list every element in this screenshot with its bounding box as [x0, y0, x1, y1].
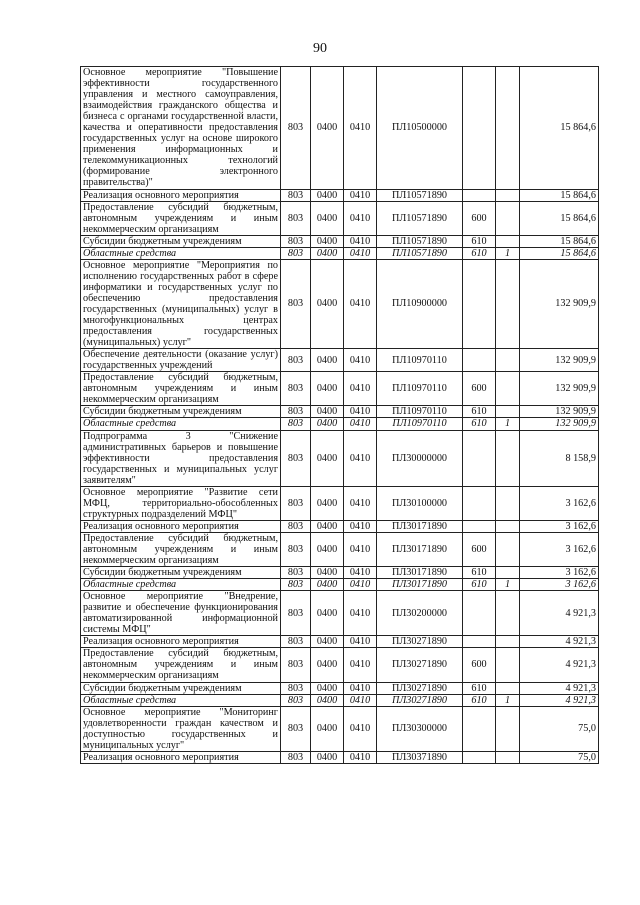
subsection-code-cell: 0410	[344, 67, 377, 190]
table-row	[81, 67, 599, 190]
row-name-cell: Основное мероприятие "Мониторинг удовлетворенности граждан качеством и доступностью государственных и муниципальных услуг"	[81, 706, 281, 751]
table-row	[81, 648, 599, 682]
amount-cell: 75,0	[520, 706, 599, 751]
subsection-code-cell: 0410	[344, 567, 377, 579]
subsection-code-cell: 0410	[344, 372, 377, 406]
expense-type-code-cell: 610	[463, 247, 496, 259]
subsection-code-cell: 0410	[344, 430, 377, 486]
row-name-cell: Реализация основного мероприятия	[81, 636, 281, 648]
grbs-code-cell: 803	[281, 430, 311, 486]
expense-type-code-cell	[463, 189, 496, 201]
expense-type-code-cell	[463, 751, 496, 763]
section-code-cell: 0400	[311, 520, 344, 532]
target-item-code-cell: ПЛ10571890	[377, 247, 463, 259]
subsection-code-cell: 0410	[344, 532, 377, 566]
subsection-code-cell: 0410	[344, 406, 377, 418]
subsection-code-cell: 0410	[344, 235, 377, 247]
table-row	[81, 520, 599, 532]
funding-source-code-cell	[496, 430, 520, 486]
expense-type-code-cell: 600	[463, 372, 496, 406]
table-row	[81, 259, 599, 348]
row-name-cell: Реализация основного мероприятия	[81, 520, 281, 532]
amount-cell: 132 909,9	[520, 372, 599, 406]
subsection-code-cell: 0410	[344, 694, 377, 706]
table-row	[81, 591, 599, 636]
table-row	[81, 567, 599, 579]
subsection-code-cell: 0410	[344, 682, 377, 694]
funding-source-code-cell	[496, 372, 520, 406]
funding-source-code-cell	[496, 636, 520, 648]
grbs-code-cell: 803	[281, 694, 311, 706]
amount-cell: 75,0	[520, 751, 599, 763]
subsection-code-cell: 0410	[344, 751, 377, 763]
amount-cell: 4 921,3	[520, 591, 599, 636]
section-code-cell: 0400	[311, 567, 344, 579]
target-item-code-cell: ПЛ30100000	[377, 486, 463, 520]
row-name-cell: Субсидии бюджетным учреждениям	[81, 682, 281, 694]
target-item-code-cell: ПЛ30171890	[377, 567, 463, 579]
amount-cell: 15 864,6	[520, 235, 599, 247]
table-row	[81, 532, 599, 566]
expense-type-code-cell: 600	[463, 532, 496, 566]
funding-source-code-cell	[496, 706, 520, 751]
section-code-cell: 0400	[311, 259, 344, 348]
section-code-cell: 0400	[311, 579, 344, 591]
section-code-cell: 0400	[311, 636, 344, 648]
row-name-cell: Обеспечение деятельности (оказание услуг) государственных учреждений	[81, 349, 281, 372]
section-code-cell: 0400	[311, 694, 344, 706]
funding-source-code-cell	[496, 259, 520, 348]
amount-cell: 3 162,6	[520, 532, 599, 566]
funding-source-code-cell: 1	[496, 418, 520, 430]
grbs-code-cell: 803	[281, 706, 311, 751]
amount-cell: 3 162,6	[520, 567, 599, 579]
row-name-cell: Основное мероприятие "Повышение эффективности государственного управления и местного самоуправления, взаимодействия гражданского общества и бизнеса с органами государственной власти, качества и оперативности предоставления государственных услуг на основе широкого применения информационных и телекоммуникационных технологий (формирование электронного правительства)"	[81, 67, 281, 190]
section-code-cell: 0400	[311, 682, 344, 694]
table-row	[81, 430, 599, 486]
expense-type-code-cell: 600	[463, 201, 496, 235]
amount-cell: 15 864,6	[520, 247, 599, 259]
expense-type-code-cell	[463, 486, 496, 520]
funding-source-code-cell	[496, 235, 520, 247]
amount-cell: 15 864,6	[520, 189, 599, 201]
row-name-cell: Областные средства	[81, 247, 281, 259]
table-row	[81, 189, 599, 201]
grbs-code-cell: 803	[281, 372, 311, 406]
grbs-code-cell: 803	[281, 349, 311, 372]
funding-source-code-cell	[496, 189, 520, 201]
row-name-cell: Предоставление субсидий бюджетным, автономным учреждениям и иным некоммерческим организациям	[81, 532, 281, 566]
subsection-code-cell: 0410	[344, 418, 377, 430]
funding-source-code-cell	[496, 591, 520, 636]
row-name-cell: Областные средства	[81, 418, 281, 430]
amount-cell: 8 158,9	[520, 430, 599, 486]
table-row	[81, 201, 599, 235]
grbs-code-cell: 803	[281, 648, 311, 682]
funding-source-code-cell	[496, 520, 520, 532]
row-name-cell: Субсидии бюджетным учреждениям	[81, 406, 281, 418]
row-name-cell: Предоставление субсидий бюджетным, автономным учреждениям и иным некоммерческим организациям	[81, 648, 281, 682]
subsection-code-cell: 0410	[344, 349, 377, 372]
amount-cell: 4 921,3	[520, 694, 599, 706]
target-item-code-cell: ПЛ30271890	[377, 694, 463, 706]
grbs-code-cell: 803	[281, 67, 311, 190]
grbs-code-cell: 803	[281, 636, 311, 648]
amount-cell: 3 162,6	[520, 579, 599, 591]
amount-cell: 132 909,9	[520, 259, 599, 348]
subsection-code-cell: 0410	[344, 579, 377, 591]
section-code-cell: 0400	[311, 430, 344, 486]
grbs-code-cell: 803	[281, 591, 311, 636]
amount-cell: 132 909,9	[520, 349, 599, 372]
table-row	[81, 636, 599, 648]
funding-source-code-cell	[496, 201, 520, 235]
amount-cell: 3 162,6	[520, 520, 599, 532]
grbs-code-cell: 803	[281, 532, 311, 566]
table-row	[81, 682, 599, 694]
section-code-cell: 0400	[311, 235, 344, 247]
table-row	[81, 751, 599, 763]
table-row	[81, 349, 599, 372]
subsection-code-cell: 0410	[344, 591, 377, 636]
page-number: 90	[313, 41, 327, 56]
expense-type-code-cell	[463, 349, 496, 372]
table-row	[81, 486, 599, 520]
target-item-code-cell: ПЛ10571890	[377, 201, 463, 235]
row-name-cell: Субсидии бюджетным учреждениям	[81, 567, 281, 579]
funding-source-code-cell: 1	[496, 694, 520, 706]
budget-table-body	[81, 67, 599, 764]
expense-type-code-cell: 610	[463, 567, 496, 579]
amount-cell: 3 162,6	[520, 486, 599, 520]
funding-source-code-cell	[496, 751, 520, 763]
expense-type-code-cell: 610	[463, 579, 496, 591]
table-row	[81, 694, 599, 706]
funding-source-code-cell: 1	[496, 247, 520, 259]
expense-type-code-cell: 610	[463, 682, 496, 694]
row-name-cell: Реализация основного мероприятия	[81, 751, 281, 763]
table-row	[81, 706, 599, 751]
funding-source-code-cell	[496, 67, 520, 190]
budget-table	[80, 66, 599, 764]
expense-type-code-cell	[463, 67, 496, 190]
expense-type-code-cell: 610	[463, 406, 496, 418]
expense-type-code-cell: 600	[463, 648, 496, 682]
row-name-cell: Реализация основного мероприятия	[81, 189, 281, 201]
section-code-cell: 0400	[311, 751, 344, 763]
grbs-code-cell: 803	[281, 579, 311, 591]
target-item-code-cell: ПЛ10571890	[377, 235, 463, 247]
expense-type-code-cell: 610	[463, 694, 496, 706]
table-row	[81, 372, 599, 406]
row-name-cell: Основное мероприятие "Мероприятия по исполнению государственных работ в сфере информатики и государственных услуг по обеспечению предоставления государственных (муниципальных) услуг в многофункциональных центрах предоставления государственных (муниципальных) услуг"	[81, 259, 281, 348]
table-row	[81, 406, 599, 418]
amount-cell: 132 909,9	[520, 418, 599, 430]
target-item-code-cell: ПЛ10900000	[377, 259, 463, 348]
subsection-code-cell: 0410	[344, 648, 377, 682]
row-name-cell: Основное мероприятие "Внедрение, развитие и обеспечение функционирования автоматизированной информационной системы МФЦ"	[81, 591, 281, 636]
grbs-code-cell: 803	[281, 259, 311, 348]
subsection-code-cell: 0410	[344, 636, 377, 648]
expense-type-code-cell	[463, 636, 496, 648]
funding-source-code-cell	[496, 682, 520, 694]
expense-type-code-cell: 610	[463, 235, 496, 247]
funding-source-code-cell	[496, 349, 520, 372]
grbs-code-cell: 803	[281, 406, 311, 418]
grbs-code-cell: 803	[281, 520, 311, 532]
amount-cell: 4 921,3	[520, 682, 599, 694]
expense-type-code-cell	[463, 591, 496, 636]
table-row	[81, 579, 599, 591]
section-code-cell: 0400	[311, 201, 344, 235]
subsection-code-cell: 0410	[344, 486, 377, 520]
target-item-code-cell: ПЛ10571890	[377, 189, 463, 201]
table-row	[81, 247, 599, 259]
amount-cell: 132 909,9	[520, 406, 599, 418]
funding-source-code-cell: 1	[496, 579, 520, 591]
target-item-code-cell: ПЛ10970110	[377, 349, 463, 372]
target-item-code-cell: ПЛ30271890	[377, 682, 463, 694]
grbs-code-cell: 803	[281, 418, 311, 430]
amount-cell: 15 864,6	[520, 67, 599, 190]
row-name-cell: Областные средства	[81, 579, 281, 591]
grbs-code-cell: 803	[281, 567, 311, 579]
target-item-code-cell: ПЛ30000000	[377, 430, 463, 486]
target-item-code-cell: ПЛ10970110	[377, 418, 463, 430]
target-item-code-cell: ПЛ30171890	[377, 579, 463, 591]
table-row	[81, 418, 599, 430]
subsection-code-cell: 0410	[344, 520, 377, 532]
grbs-code-cell: 803	[281, 235, 311, 247]
subsection-code-cell: 0410	[344, 259, 377, 348]
grbs-code-cell: 803	[281, 751, 311, 763]
row-name-cell: Областные средства	[81, 694, 281, 706]
section-code-cell: 0400	[311, 418, 344, 430]
expense-type-code-cell	[463, 520, 496, 532]
table-row	[81, 235, 599, 247]
section-code-cell: 0400	[311, 706, 344, 751]
row-name-cell: Субсидии бюджетным учреждениям	[81, 235, 281, 247]
row-name-cell: Предоставление субсидий бюджетным, автономным учреждениям и иным некоммерческим организациям	[81, 372, 281, 406]
section-code-cell: 0400	[311, 372, 344, 406]
amount-cell: 15 864,6	[520, 201, 599, 235]
expense-type-code-cell: 610	[463, 418, 496, 430]
target-item-code-cell: ПЛ30300000	[377, 706, 463, 751]
funding-source-code-cell	[496, 486, 520, 520]
section-code-cell: 0400	[311, 648, 344, 682]
target-item-code-cell: ПЛ30271890	[377, 648, 463, 682]
grbs-code-cell: 803	[281, 486, 311, 520]
funding-source-code-cell	[496, 406, 520, 418]
amount-cell: 4 921,3	[520, 636, 599, 648]
funding-source-code-cell	[496, 567, 520, 579]
section-code-cell: 0400	[311, 406, 344, 418]
funding-source-code-cell	[496, 648, 520, 682]
section-code-cell: 0400	[311, 591, 344, 636]
subsection-code-cell: 0410	[344, 706, 377, 751]
target-item-code-cell: ПЛ10970110	[377, 372, 463, 406]
section-code-cell: 0400	[311, 486, 344, 520]
target-item-code-cell: ПЛ30171890	[377, 532, 463, 566]
expense-type-code-cell	[463, 259, 496, 348]
subsection-code-cell: 0410	[344, 189, 377, 201]
section-code-cell: 0400	[311, 532, 344, 566]
grbs-code-cell: 803	[281, 682, 311, 694]
subsection-code-cell: 0410	[344, 247, 377, 259]
grbs-code-cell: 803	[281, 189, 311, 201]
subsection-code-cell: 0410	[344, 201, 377, 235]
target-item-code-cell: ПЛ30371890	[377, 751, 463, 763]
grbs-code-cell: 803	[281, 247, 311, 259]
grbs-code-cell: 803	[281, 201, 311, 235]
section-code-cell: 0400	[311, 349, 344, 372]
row-name-cell: Основное мероприятие "Развитие сети МФЦ, территориально-обособленных структурных подразделений МФЦ"	[81, 486, 281, 520]
funding-source-code-cell	[496, 532, 520, 566]
target-item-code-cell: ПЛ30171890	[377, 520, 463, 532]
expense-type-code-cell	[463, 430, 496, 486]
section-code-cell: 0400	[311, 189, 344, 201]
section-code-cell: 0400	[311, 67, 344, 190]
amount-cell: 4 921,3	[520, 648, 599, 682]
target-item-code-cell: ПЛ30200000	[377, 591, 463, 636]
row-name-cell: Подпрограмма 3 "Снижение административных барьеров и повышение эффективности предоставления государственных и муниципальных услуг заявителям"	[81, 430, 281, 486]
section-code-cell: 0400	[311, 247, 344, 259]
target-item-code-cell: ПЛ10970110	[377, 406, 463, 418]
expense-type-code-cell	[463, 706, 496, 751]
target-item-code-cell: ПЛ30271890	[377, 636, 463, 648]
target-item-code-cell: ПЛ10500000	[377, 67, 463, 190]
row-name-cell: Предоставление субсидий бюджетным, автономным учреждениям и иным некоммерческим организациям	[81, 201, 281, 235]
